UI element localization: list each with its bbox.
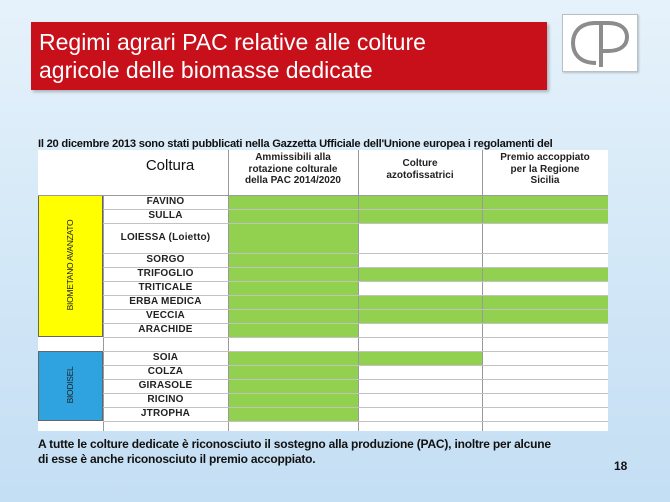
green-cell-ammissibili — [228, 209, 358, 223]
table-row-divider — [103, 393, 608, 394]
green-cell-ammissibili — [228, 295, 358, 309]
green-cell-ammissibili — [228, 223, 358, 253]
green-cell-premio — [482, 209, 608, 223]
table-row-divider — [103, 337, 608, 338]
green-cell-premio — [482, 295, 608, 309]
green-cell-premio — [482, 267, 608, 281]
footer-line-2: di esse è anche riconosciuto il premio accoppiato. — [38, 452, 316, 466]
green-cell-ammissibili — [228, 267, 358, 281]
header-premio — [482, 152, 608, 187]
crop-name: TRIFOGLIO — [137, 268, 194, 279]
title-line-2: agricole delle biomasse dedicate — [39, 57, 373, 83]
group-label: BIODISEL — [65, 366, 75, 404]
title-banner — [31, 22, 547, 90]
green-cell-azotofissatrici — [358, 195, 482, 209]
table-column-divider — [103, 195, 104, 431]
crop-table — [38, 150, 608, 431]
footer-line-1: A tutte le colture dedicate è riconosciuto il sostegno alla produzione (PAC), inoltre per alcune — [38, 437, 551, 451]
green-cell-ammissibili — [228, 253, 358, 267]
green-cell-ammissibili — [228, 407, 358, 421]
green-cell-ammissibili — [228, 195, 358, 209]
crop-name: FAVINO — [146, 196, 185, 207]
table-column-divider — [358, 150, 359, 431]
footer-text — [38, 437, 638, 467]
table-column-divider — [482, 150, 483, 431]
header-azotofissatrici — [358, 158, 482, 181]
crop-name: GIRASOLE — [138, 380, 193, 391]
table-row-divider — [103, 209, 608, 210]
table-row-divider — [103, 323, 608, 324]
cp-logo-icon — [563, 15, 637, 71]
green-cell-ammissibili — [228, 379, 358, 393]
header-azotofissatrici-line: azotofissatrici — [386, 169, 454, 181]
crop-name: ARACHIDE — [138, 324, 193, 335]
green-cell-ammissibili — [228, 365, 358, 379]
table-row-divider — [103, 223, 608, 224]
crop-name: SOIA — [152, 352, 179, 363]
table-header-divider — [38, 195, 608, 196]
group-label: BIOMETANO AVANZATO — [65, 219, 75, 311]
table-column-divider — [228, 150, 229, 431]
green-cell-ammissibili — [228, 323, 358, 337]
green-cell-azotofissatrici — [358, 209, 482, 223]
green-cell-azotofissatrici — [358, 309, 482, 323]
green-cell-premio — [482, 309, 608, 323]
header-ammissibili — [228, 152, 358, 187]
cp-logo — [562, 14, 638, 72]
table-row-divider — [103, 281, 608, 282]
green-cell-ammissibili — [228, 351, 358, 365]
page-number: 18 — [614, 459, 628, 473]
green-cell-ammissibili — [228, 309, 358, 323]
crop-name: ERBA MEDICA — [129, 296, 202, 307]
table-row-divider — [103, 295, 608, 296]
header-ammissibili-line: rotazione colturale — [248, 163, 338, 175]
table-row-divider — [103, 351, 608, 352]
table-row-divider — [103, 267, 608, 268]
table-row-divider — [103, 379, 608, 380]
header-premio-line: Sicilia — [530, 175, 560, 186]
green-cell-ammissibili — [228, 393, 358, 407]
crop-name: SULLA — [148, 210, 183, 221]
header-premio-line: Premio accoppiato — [500, 152, 590, 163]
table-row-divider — [103, 421, 608, 422]
crop-name: JTROPHA — [140, 408, 191, 419]
crop-name: VECCIA — [146, 310, 185, 321]
header-ammissibili-line: della PAC 2014/2020 — [245, 175, 341, 186]
crop-name: TRITICALE — [138, 282, 193, 293]
crop-name: COLZA — [147, 366, 184, 377]
table-row-divider — [103, 253, 608, 254]
green-cell-azotofissatrici — [358, 267, 482, 281]
crop-name: RICINO — [147, 394, 184, 405]
title-line-1: Regimi agrari PAC relative alle colture — [39, 29, 426, 55]
slide-title — [39, 28, 544, 84]
green-cell-azotofissatrici — [358, 295, 482, 309]
table-row-divider — [103, 407, 608, 408]
crop-name: LOIESSA (Loietto) — [120, 232, 211, 243]
header-azotofissatrici-line: Colture — [402, 158, 438, 169]
header-ammissibili-line: Ammissibili alla — [255, 152, 331, 163]
crop-name: SORGO — [146, 254, 185, 265]
table-row-divider — [103, 365, 608, 366]
header-premio-line: per la Regione — [510, 163, 580, 175]
table-row-divider — [103, 309, 608, 310]
coltura-header: Coltura — [145, 157, 195, 174]
intro-line-1: Il 20 dicembre 2013 sono stati pubblicati nella Gazzetta Ufficiale dell'Unione europea i regolamenti del — [38, 138, 553, 150]
green-cell-ammissibili — [228, 281, 358, 295]
green-cell-premio — [482, 195, 608, 209]
green-cell-azotofissatrici — [358, 351, 482, 365]
